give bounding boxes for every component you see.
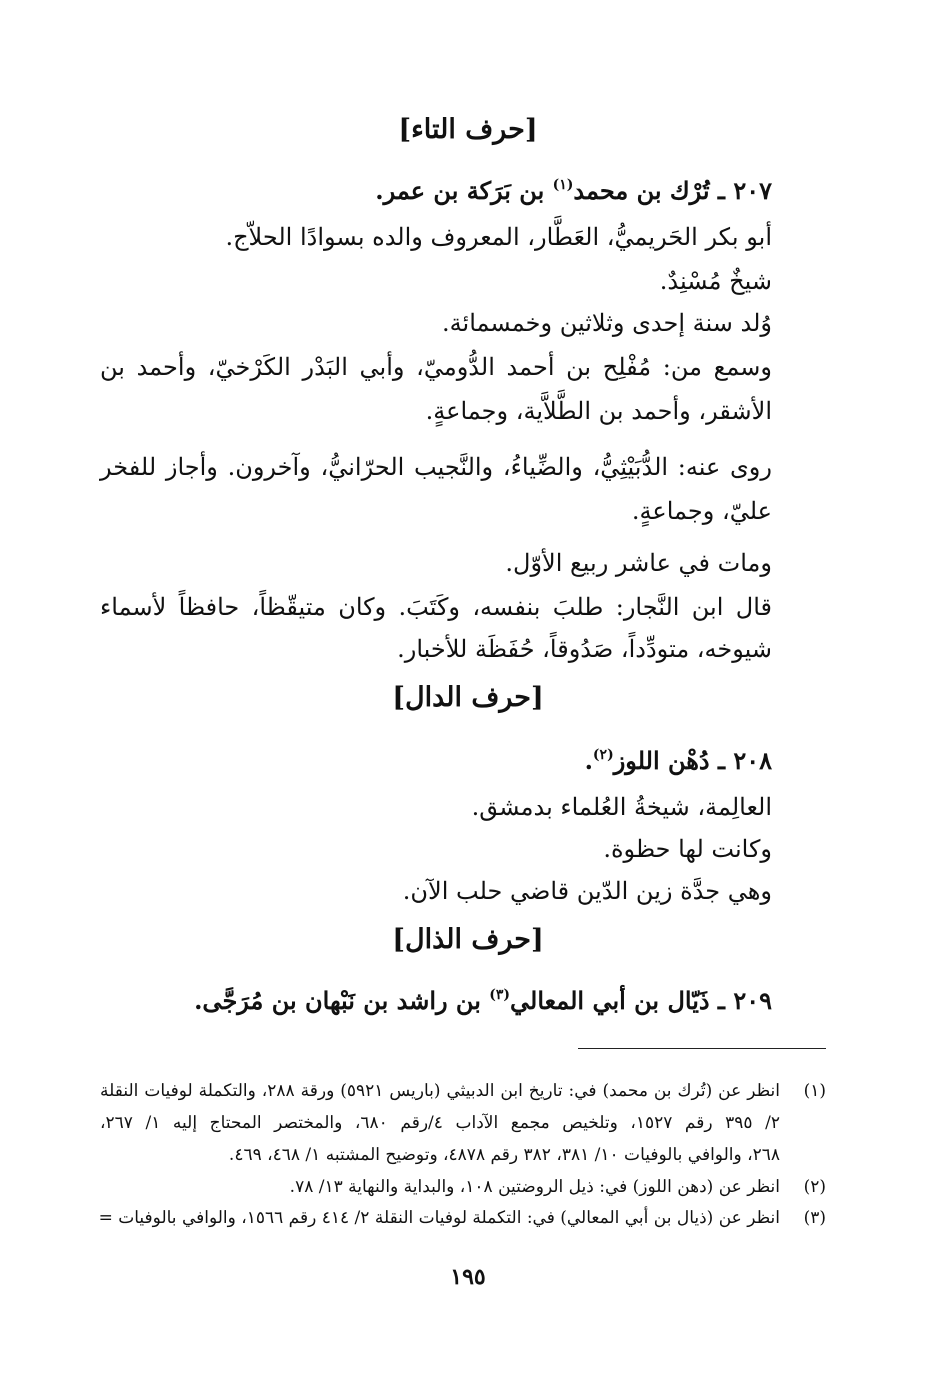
entry-209-name: ٢٠٩ ـ ذَيّال بن أبي المعالي xyxy=(510,986,772,1015)
entry-208-name-rest: . xyxy=(584,746,593,775)
footnote-2-text: انظر عن (دهن اللوز) في: ذيل الروضتين ١٠٨، والبداية والنهاية ١٣/ ٧٨. xyxy=(289,1177,780,1197)
entry-207-kunya: أبو بكر الحَريميُّ، العَطَّار، المعروف والده بسوادًا الحلاّج. xyxy=(225,223,772,251)
footnote-divider xyxy=(578,1048,826,1049)
entry-208-name: ٢٠٨ ـ دُهْن اللوز xyxy=(613,746,772,775)
entry-207-name: ٢٠٧ ـ تُرْك بن محمد xyxy=(573,176,772,205)
section-heading-dal: [حرف الدال] xyxy=(392,682,544,713)
entry-208-title: العالِمة، شيخةُ العُلماء بدمشق. xyxy=(471,793,772,821)
entry-207-students-2: عليّ، وجماعةٍ. xyxy=(631,497,772,525)
entry-208-heading xyxy=(100,744,772,778)
entry-207-students-1: روى عنه: الدُّبَيْثِيُّ، والضِّياءُ، والنَّجيب الحرّانيُّ، وآخرون. وأجاز للفخر xyxy=(100,453,772,481)
footnote-ref-2[interactable]: (٢) xyxy=(592,747,614,763)
section-heading-ta: [حرف التاء] xyxy=(398,114,538,145)
entry-209-heading xyxy=(100,984,772,1018)
entry-207-death: ومات في عاشر ربيع الأوّل. xyxy=(505,549,772,577)
footnote-ref-3[interactable]: (٣) xyxy=(489,987,511,1003)
footnote-ref-1[interactable]: (١) xyxy=(552,177,574,193)
entry-207-name-rest: بن بَرَكة بن عمر. xyxy=(375,176,553,205)
section-heading-dhal: [حرف الذال] xyxy=(392,924,544,955)
page-number: ١٩٥ xyxy=(450,1264,486,1290)
entry-207-quote-1: قال ابن النَّجار: طلبَ بنفسه، وكَتَبَ. وكان متيقّظاً، حافظاً لأسماء xyxy=(100,593,772,621)
footnote-1-line-3: ٢٦٨، والوافي بالوفيات ١٠/ ٣٨١، ٣٨٢ رقم ٤٨٧٨، وتوضيح المشتبه ١/ ٤٦٨، ٤٦٩. xyxy=(228,1145,780,1165)
footnote-2 xyxy=(100,1174,826,1200)
footnote-3-number: (٣) xyxy=(803,1208,826,1228)
footnote-3 xyxy=(100,1205,826,1231)
entry-208-note: وكانت لها حظوة. xyxy=(603,835,772,863)
entry-207-teachers-1: وسمع من: مُفْلِح بن أحمد الدُّوميّ، وأبي البَدْر الكَرْخيّ، وأحمد بن xyxy=(100,353,772,381)
entry-209-name-rest: بن راشد بن نَبْهان بن مُرَجَّى. xyxy=(194,986,490,1015)
entry-208-lineage: وهي جدَّة زين الدّين قاضي حلب الآن. xyxy=(402,877,772,905)
footnote-1-line-2: ٢/ ٣٩٥ رقم ١٥٢٧، وتلخيص مجمع الآداب ٤/رقم ٦٨٠، والمختصر المحتاج إليه ١/ ٢٦٧، xyxy=(100,1113,780,1133)
footnote-1-line-1 xyxy=(100,1078,826,1104)
footnote-1-number: (١) xyxy=(803,1081,826,1101)
entry-207-status: شيخٌ مُسْنِدٌ. xyxy=(659,267,772,295)
entry-207-teachers-2: الأشقر، وأحمد بن الطَّلاَّية، وجماعةٍ. xyxy=(425,397,772,425)
footnote-2-number: (٢) xyxy=(803,1177,826,1197)
entry-207-heading xyxy=(100,174,772,208)
footnote-1-text-1: انظر عن (تُرك بن محمد) في: تاريخ ابن الدبيثي (باريس ٥٩٢١) ورقة ٢٨٨، والتكملة لوفيات النقلة xyxy=(100,1081,780,1101)
footnote-3-text: انظر عن (ذيال بن أبي المعالي) في: التكملة لوفيات النقلة ٢/ ٤١٤ رقم ١٥٦٦، والوافي بالوفيات = xyxy=(98,1208,780,1228)
entry-207-quote-2: شيوخه، متودِّداً، صَدُوقاً، حُفَظَة للأخبار. xyxy=(397,635,772,663)
entry-207-birth: وُلد سنة إحدى وثلاثين وخمسمائة. xyxy=(442,309,772,337)
